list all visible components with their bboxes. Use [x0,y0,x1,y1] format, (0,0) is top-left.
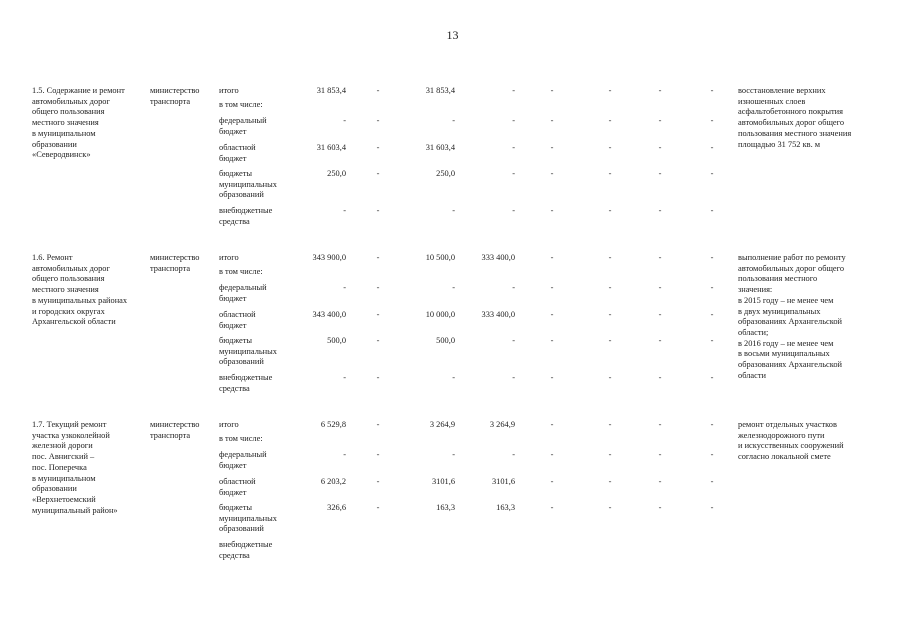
value-col-6: - [608,336,612,345]
value-col-6: - [608,283,612,292]
funding-source-label: в том числе: [219,100,263,109]
value-col-4: 333 400,0 [481,310,515,319]
value-col-6: - [608,253,612,262]
funding-source-label: федеральный бюджет [219,450,267,470]
funding-source-label: итого [219,420,239,429]
funding-source-label: внебюджетные средства [219,206,273,226]
value-col-4: - [512,336,515,345]
value-col-2: - [376,116,380,125]
value-total: 250,0 [327,169,346,178]
value-col-7: - [658,373,662,382]
value-col-6: - [608,450,612,459]
value-col-8: - [710,420,714,429]
value-col-6: - [608,373,612,382]
value-col-6: - [608,503,612,512]
value-col-5: - [550,420,554,429]
value-col-4: - [512,169,515,178]
funding-source-label: областной бюджет [219,143,256,163]
value-col-2: - [376,336,380,345]
value-col-7: - [658,253,662,262]
value-total: 6 529,8 [320,420,346,429]
value-col-8: - [710,116,714,125]
funding-source-label: бюджеты муниципальных образований [219,336,277,367]
funding-source-label: федеральный бюджет [219,116,267,136]
value-col-8: - [710,503,714,512]
value-col-5: - [550,283,554,292]
value-col-5: - [550,310,554,319]
value-col-4: - [512,450,515,459]
funding-source-label: областной бюджет [219,310,256,330]
responsible-executor: министерство транспорта [150,253,200,273]
value-col-7: - [658,336,662,345]
value-col-3: 3 264,9 [429,420,455,429]
value-col-7: - [658,310,662,319]
value-col-2: - [376,283,380,292]
funding-source-label: внебюджетные средства [219,540,273,560]
expected-result: выполнение работ по ремонту автомобильных дорог общего пользования местного значения: в 2015 году – не менее чем в двух муниципальных образованиях Архангельской области; в 2016 году – не менее чем в восьми муниципальных образованиях Архангельской области [738,253,846,380]
value-col-5: - [550,503,554,512]
value-col-5: - [550,169,554,178]
page-number: 13 [446,28,459,42]
value-col-3: 10 000,0 [425,310,455,319]
value-total: 500,0 [327,336,346,345]
value-col-6: - [608,169,612,178]
funding-source-label: бюджеты муниципальных образований [219,169,277,200]
value-col-2: - [376,310,380,319]
funding-source-label: в том числе: [219,267,263,276]
value-col-3: 10 500,0 [425,253,455,262]
value-col-7: - [658,283,662,292]
value-col-8: - [710,86,714,95]
funding-source-label: в том числе: [219,434,263,443]
value-col-4: - [512,283,515,292]
value-col-5: - [550,206,554,215]
value-col-7: - [658,169,662,178]
value-total: 31 603,4 [316,143,346,152]
value-col-4: - [512,143,515,152]
value-total: 6 203,2 [320,477,346,486]
value-col-8: - [710,336,714,345]
value-col-7: - [658,86,662,95]
value-total: 343 400,0 [312,310,346,319]
value-total: - [343,373,346,382]
value-col-7: - [658,116,662,125]
value-col-6: - [608,86,612,95]
value-col-5: - [550,116,554,125]
value-col-5: - [550,143,554,152]
value-col-4: 3 264,9 [489,420,515,429]
value-col-7: - [658,503,662,512]
funding-source-label: областной бюджет [219,477,256,497]
value-col-7: - [658,206,662,215]
value-col-8: - [710,169,714,178]
value-col-2: - [376,420,380,429]
value-col-2: - [376,169,380,178]
value-col-8: - [710,310,714,319]
value-col-7: - [658,420,662,429]
value-col-2: - [376,477,380,486]
value-col-6: - [608,310,612,319]
value-col-3: - [452,373,455,382]
value-total: - [343,116,346,125]
funding-source-label: федеральный бюджет [219,283,267,303]
value-col-4: - [512,373,515,382]
value-col-7: - [658,477,662,486]
section-description: 1.7. Текущий ремонт участка узкоколейной железной дороги пос. Авнигский – пос. Поперечка в муниципальном образовании «Верхнетоемский муниципальный район» [32,420,118,515]
value-col-2: - [376,450,380,459]
value-col-3: 3101,6 [431,477,455,486]
value-col-2: - [376,253,380,262]
value-col-3: - [452,450,455,459]
value-col-7: - [658,450,662,459]
value-col-6: - [608,116,612,125]
funding-source-label: внебюджетные средства [219,373,273,393]
value-col-8: - [710,253,714,262]
value-col-4: 333 400,0 [481,253,515,262]
value-col-5: - [550,86,554,95]
value-total: - [343,206,346,215]
responsible-executor: министерство транспорта [150,86,200,106]
value-total: 326,6 [327,503,346,512]
responsible-executor: министерство транспорта [150,420,200,440]
value-col-5: - [550,450,554,459]
value-col-8: - [710,373,714,382]
value-col-2: - [376,206,380,215]
value-col-4: 163,3 [496,503,515,512]
value-col-8: - [710,450,714,459]
value-col-8: - [710,283,714,292]
value-total: 343 900,0 [312,253,346,262]
expected-result: ремонт отдельных участков железнодорожного пути и искусственных сооружений согласно локальной смете [738,420,844,462]
value-total: - [343,283,346,292]
value-col-2: - [376,86,380,95]
value-col-3: - [452,206,455,215]
value-total: - [343,450,346,459]
funding-source-label: бюджеты муниципальных образований [219,503,277,534]
value-col-3: 31 603,4 [425,143,455,152]
value-col-3: - [452,283,455,292]
value-col-3: - [452,116,455,125]
value-col-3: 163,3 [436,503,455,512]
expected-result: восстановление верхних изношенных слоев асфальтобетонного покрытия автомобильных дорог общего пользования местного значения площадью 31 752 кв. м [738,86,852,149]
value-col-7: - [658,143,662,152]
section-description: 1.6. Ремонт автомобильных дорог общего пользования местного значения в муниципальных районах и городских округах Архангельской области [32,253,128,327]
value-col-3: 31 853,4 [425,86,455,95]
funding-source-label: итого [219,86,239,95]
value-col-5: - [550,336,554,345]
value-col-6: - [608,420,612,429]
funding-source-label: итого [219,253,239,262]
value-col-3: 500,0 [436,336,455,345]
value-total: 31 853,4 [316,86,346,95]
value-col-5: - [550,253,554,262]
value-col-4: 3101,6 [491,477,515,486]
value-col-2: - [376,373,380,382]
value-col-4: - [512,206,515,215]
value-col-8: - [710,143,714,152]
value-col-2: - [376,143,380,152]
value-col-4: - [512,116,515,125]
value-col-8: - [710,206,714,215]
value-col-5: - [550,477,554,486]
value-col-3: 250,0 [436,169,455,178]
value-col-5: - [550,373,554,382]
value-col-6: - [608,143,612,152]
value-col-6: - [608,206,612,215]
section-description: 1.5. Содержание и ремонт автомобильных дорог общего пользования местного значения в муниципальном образовании «Северодвинск» [32,86,125,160]
value-col-6: - [608,477,612,486]
value-col-2: - [376,503,380,512]
value-col-8: - [710,477,714,486]
value-col-4: - [512,86,515,95]
